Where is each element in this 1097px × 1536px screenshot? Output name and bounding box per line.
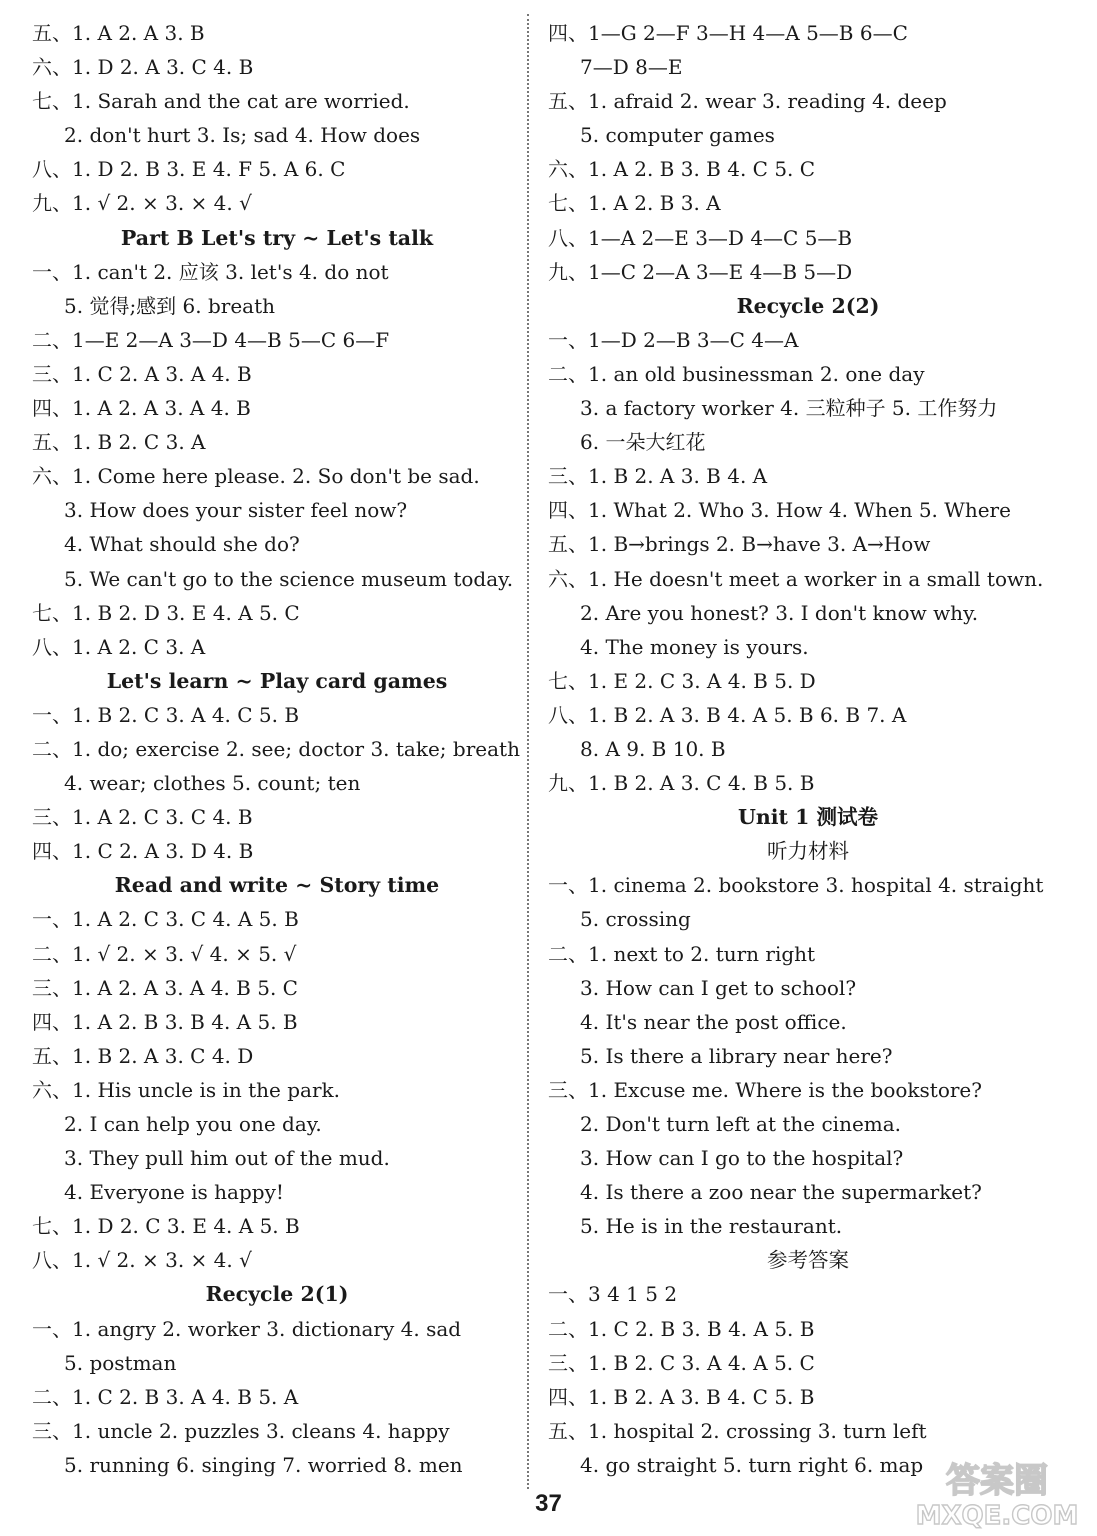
answer-line: 5. postman — [64, 1350, 177, 1375]
answer-line: 八、1. A 2. C 3. A — [32, 634, 206, 659]
answer-line: 一、3 4 1 5 2 — [548, 1282, 678, 1307]
answer-line: 5. Is there a library near here? — [580, 1043, 893, 1068]
answer-line: 三、1. uncle 2. puzzles 3. cleans 4. happy — [32, 1418, 450, 1443]
answer-line: 二、1. C 2. B 3. B 4. A 5. B — [548, 1316, 815, 1341]
answer-line: 九、1—C 2—A 3—E 4—B 5—D — [548, 259, 853, 284]
answer-line: 六、1. D 2. A 3. C 4. B — [32, 55, 254, 80]
answer-line: 九、1. √ 2. × 3. × 4. √ — [32, 191, 252, 216]
answer-line: 8. A 9. B 10. B — [580, 736, 726, 761]
answer-line: 五、1. B 2. A 3. C 4. D — [32, 1043, 254, 1068]
answer-line: 八、1. D 2. B 3. E 4. F 5. A 6. C — [32, 157, 346, 182]
answer-line: 四、1. C 2. A 3. D 4. B — [32, 839, 254, 864]
section-heading: Read and write ~ Story time — [114, 873, 440, 898]
answer-line: 二、1—E 2—A 3—D 4—B 5—C 6—F — [32, 327, 390, 352]
answer-line: 3. How can I get to school? — [580, 975, 857, 1000]
section-heading: 参考答案 — [767, 1248, 849, 1273]
answer-line: 七、1. B 2. D 3. E 4. A 5. C — [32, 600, 300, 625]
answer-line: 三、1. A 2. A 3. A 4. B 5. C — [32, 975, 298, 1000]
answer-line: 三、1. C 2. A 3. A 4. B — [32, 361, 252, 386]
answer-line: 7—D 8—E — [580, 55, 683, 80]
answer-line: 八、1. B 2. A 3. B 4. A 5. B 6. B 7. A — [548, 702, 907, 727]
answer-line: 七、1. D 2. C 3. E 4. A 5. B — [32, 1214, 300, 1239]
answer-line: 六、1. Come here please. 2. So don't be sad. — [32, 464, 480, 489]
answer-line: 五、1. hospital 2. crossing 3. turn left — [548, 1418, 927, 1443]
answer-line: 七、1. Sarah and the cat are worried. — [32, 89, 410, 114]
watermark-bottom-text: MXQE.COM — [915, 1501, 1079, 1530]
answer-line: 5. He is in the restaurant. — [580, 1214, 843, 1239]
watermark-top-text: 答案圈 — [946, 1461, 1048, 1501]
answer-line: 四、1. A 2. B 3. B 4. A 5. B — [32, 1009, 298, 1034]
section-heading: Recycle 2(2) — [736, 293, 880, 318]
answer-line: 4. It's near the post office. — [580, 1009, 847, 1034]
answer-line: 三、1. A 2. C 3. C 4. B — [32, 805, 253, 830]
watermark-logo — [907, 1454, 1087, 1530]
answer-line: 2. Are you honest? 3. I don't know why. — [580, 600, 979, 625]
answer-line: 4. Everyone is happy! — [64, 1180, 284, 1205]
answer-line: 一、1—D 2—B 3—C 4—A — [548, 327, 799, 352]
answer-line: 4. go straight 5. turn right 6. map — [580, 1452, 924, 1477]
answer-line: 四、1. A 2. A 3. A 4. B — [32, 396, 251, 421]
answer-line: 二、1. an old businessman 2. one day — [548, 361, 925, 386]
answer-line: 一、1. A 2. C 3. C 4. A 5. B — [32, 907, 299, 932]
answer-line: 六、1. He doesn't meet a worker in a small town. — [548, 566, 1044, 591]
answer-line: 四、1—G 2—F 3—H 4—A 5—B 6—C — [548, 21, 908, 45]
answer-line: 三、1. Excuse me. Where is the bookstore? — [548, 1077, 982, 1102]
answer-line: 3. a factory worker 4. 三粒种子 5. 工作努力 — [580, 396, 998, 421]
answer-line: 6. 一朵大红花 — [580, 430, 706, 455]
answer-line: 八、1. √ 2. × 3. × 4. √ — [32, 1248, 252, 1273]
answer-line: 4. Is there a zoo near the supermarket? — [580, 1180, 982, 1205]
answer-line: 二、1. do; exercise 2. see; doctor 3. take; breath — [32, 736, 520, 761]
answer-line: 八、1—A 2—E 3—D 4—C 5—B — [548, 225, 853, 250]
section-heading: Let's learn ~ Play card games — [106, 668, 448, 693]
answer-line: 二、1. √ 2. × 3. √ 4. × 5. √ — [32, 941, 297, 966]
answer-line: 四、1. What 2. Who 3. How 4. When 5. Where — [548, 498, 1011, 523]
answer-line: 六、1. A 2. B 3. B 4. C 5. C — [548, 157, 816, 182]
answer-line: 三、1. B 2. C 3. A 4. A 5. C — [548, 1350, 815, 1375]
answer-line: 2. Don't turn left at the cinema. — [580, 1112, 902, 1136]
answer-line: 5. We can't go to the science museum today. — [64, 566, 514, 591]
answer-line: 五、1. B→brings 2. B→have 3. A→How — [548, 532, 931, 557]
answer-line: 5. crossing — [580, 907, 691, 932]
left-column — [32, 16, 522, 1482]
answer-line: 二、1. C 2. B 3. A 4. B 5. A — [32, 1384, 299, 1409]
answer-line: 七、1. A 2. B 3. A — [548, 191, 721, 216]
section-heading: Part B Let's try ~ Let's talk — [120, 225, 434, 250]
right-column — [548, 16, 1068, 1482]
answer-line: 七、1. E 2. C 3. A 4. B 5. D — [548, 668, 816, 693]
section-heading: Recycle 2(1) — [205, 1282, 349, 1307]
answer-line: 一、1. B 2. C 3. A 4. C 5. B — [32, 702, 300, 727]
answer-line: 五、1. B 2. C 3. A — [32, 430, 206, 455]
answer-line: 五、1. A 2. A 3. B — [32, 21, 205, 45]
answer-line: 六、1. His uncle is in the park. — [32, 1077, 340, 1102]
answer-line: 4. What should she do? — [64, 532, 300, 557]
answer-line: 2. don't hurt 3. Is; sad 4. How does — [64, 123, 421, 148]
answer-line: 5. 觉得;感到 6. breath — [64, 293, 276, 318]
answer-line: 4. wear; clothes 5. count; ten — [64, 771, 361, 796]
answer-line: 5. running 6. singing 7. worried 8. men — [64, 1452, 463, 1477]
column-divider — [527, 14, 529, 1489]
answer-line: 九、1. B 2. A 3. C 4. B 5. B — [548, 771, 815, 796]
section-heading: Unit 1 测试卷 — [737, 805, 879, 830]
page-number: 37 — [535, 1490, 562, 1517]
answer-line: 一、1. cinema 2. bookstore 3. hospital 4. straight — [548, 873, 1044, 898]
answer-line: 3. How can I go to the hospital? — [580, 1146, 904, 1171]
answer-line: 2. I can help you one day. — [64, 1112, 322, 1136]
answer-line: 3. How does your sister feel now? — [64, 498, 408, 523]
answer-line: 四、1. B 2. A 3. B 4. C 5. B — [548, 1384, 815, 1409]
answer-line: 3. They pull him out of the mud. — [64, 1146, 390, 1171]
answer-line: 5. computer games — [580, 123, 775, 148]
section-heading: 听力材料 — [767, 839, 849, 864]
answer-line: 三、1. B 2. A 3. B 4. A — [548, 464, 768, 489]
answer-line: 一、1. angry 2. worker 3. dictionary 4. sad — [32, 1316, 462, 1341]
answer-line: 一、1. can't 2. 应该 3. let's 4. do not — [32, 259, 389, 284]
answer-line: 4. The money is yours. — [580, 634, 809, 659]
answer-line: 二、1. next to 2. turn right — [548, 941, 816, 966]
answer-line: 五、1. afraid 2. wear 3. reading 4. deep — [548, 89, 947, 114]
